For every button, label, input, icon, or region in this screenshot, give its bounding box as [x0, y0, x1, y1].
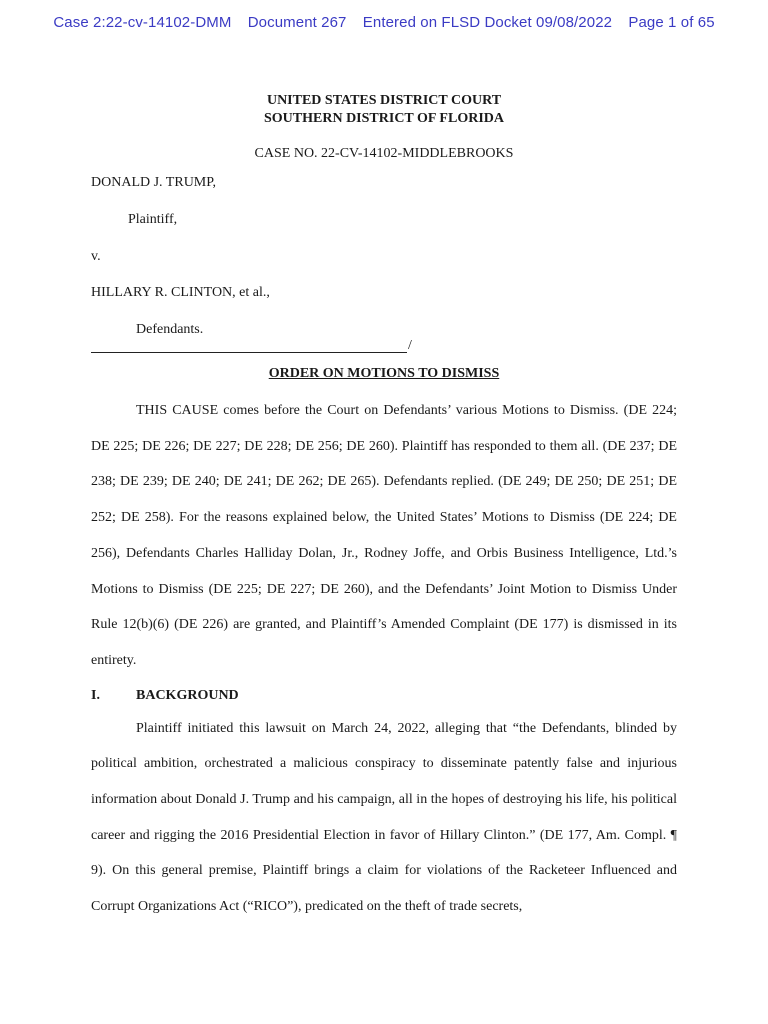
caption-separator — [91, 339, 677, 353]
caption-rule — [91, 340, 407, 353]
plaintiff-role: Plaintiff, — [128, 212, 178, 227]
header-entered-date: Entered on FLSD Docket 09/08/2022 — [362, 14, 613, 31]
case-number: CASE NO. 22-CV-14102-MIDDLEBROOKS — [254, 146, 514, 161]
caption-slash: / — [408, 338, 412, 353]
section-number: I. — [91, 687, 100, 703]
defendant-role: Defendants. — [136, 322, 204, 337]
court-name — [91, 92, 677, 128]
section-heading — [91, 687, 677, 705]
defendant-name: HILLARY R. CLINTON, et al., — [91, 285, 270, 300]
section-title: BACKGROUND — [136, 687, 239, 703]
document-page — [91, 92, 677, 939]
header-case-number: Case 2:22-cv-14102-DMM — [53, 14, 232, 31]
court-name-line1: UNITED STATES DISTRICT COURT — [266, 93, 502, 108]
paragraph-intro: THIS CAUSE comes before the Court on Defendants’ various Motions to Dismiss. (DE 224; DE 225; DE 226; DE 227; DE 228; DE 256; DE 260). Plaintiff has responded to them all. (DE 237; DE 238; DE 239; DE 240; DE 241; DE 262; DE 265). Defendants replied. (DE 249; DE 250; DE 251; DE 252; DE 258). For the reasons explained below, the United States’ Motions to Dismiss (DE 224; DE 256), Defendants Charles Halliday Dolan, Jr., Rodney Joffe, and Orbis Business Intelligence, Ltd.’s Motions to Dismiss (DE 225; DE 227; DE 260), and the Defendants’ Joint Motion to Dismiss Under Rule 12(b)(6) (DE 226) are granted, and Plaintiff’s Amended Complaint (DE 177) is dismissed in its entirety. — [91, 403, 677, 668]
docket-header — [0, 14, 768, 31]
order-title: ORDER ON MOTIONS TO DISMISS — [268, 366, 500, 381]
header-page-count: Page 1 of 65 — [628, 14, 715, 31]
court-name-line2: SOUTHERN DISTRICT OF FLORIDA — [264, 111, 504, 126]
plaintiff-name: DONALD J. TRUMP, — [91, 175, 216, 190]
header-document-number: Document 267 — [247, 14, 347, 31]
paragraph-background: Plaintiff initiated this lawsuit on March 24, 2022, alleging that “the Defendants, blinded by political ambition, orchestrated a malicious conspiracy to disseminate patently false and injurious information about Donald J. Trump and his campaign, all in the hopes of destroying his life, his political career and rigging the 2016 Presidential Election in favor of Hillary Clinton.” (DE 177, Am. Compl. ¶ 9). On this general premise, Plaintiff brings a claim for violations of the Racketeer Influenced and Corrupt Organizations Act (“RICO”), predicated on the theft of trade secrets, — [91, 720, 677, 915]
versus: v. — [91, 249, 101, 264]
